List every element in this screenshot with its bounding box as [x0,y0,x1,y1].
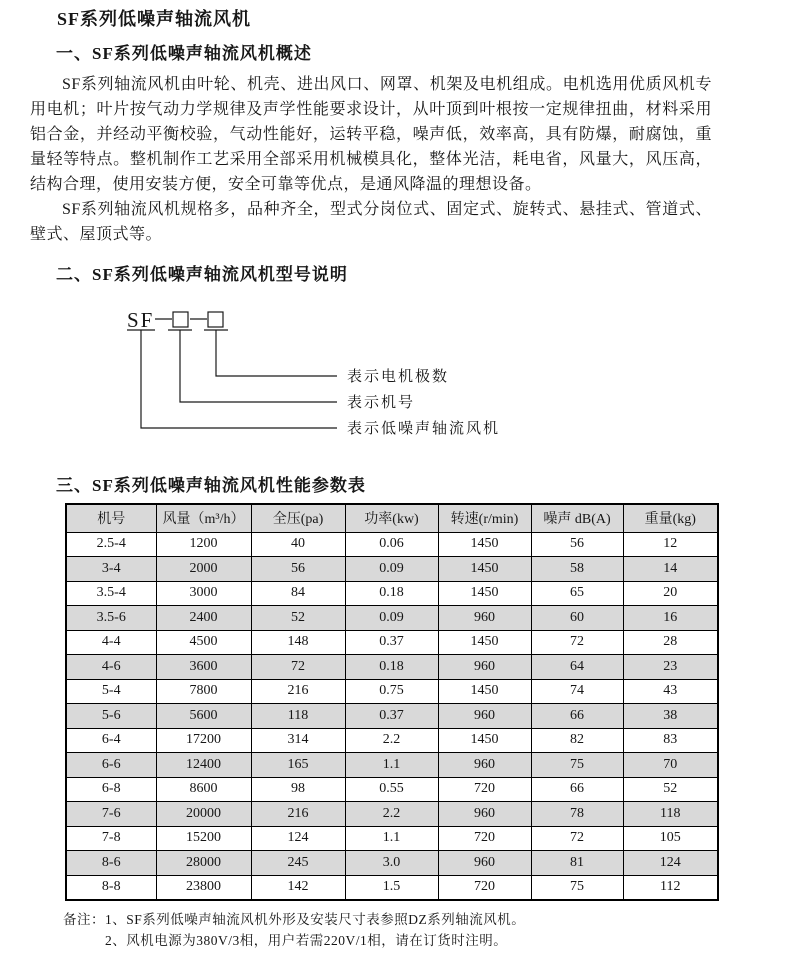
table-cell: 245 [251,851,345,876]
table-cell: 74 [531,679,623,704]
table-cell: 98 [251,777,345,802]
column-header: 噪声 dB(A) [531,504,623,532]
table-cell: 720 [438,777,531,802]
note-line: 备注：1、SF系列低噪声轴流风机外形及安装尺寸表参照DZ系列轴流风机。 [63,911,526,927]
table-cell: 1450 [438,630,531,655]
table-cell: 72 [531,826,623,851]
model-box-2 [208,312,223,327]
model-number-diagram [120,301,740,451]
table-cell: 216 [251,679,345,704]
overview-paragraph-1: SF系列轴流风机由叶轮、机壳、进出风口、网罩、机架及电机组成。电机选用优质风机专用电机；叶片按气动力学规律及声学性能要求设计，从叶顶到叶根按一定规律扭曲，材料采用铝合金，并经动平衡校验，气动性能好，运转平稳，噪声低，效率高，具有防爆，耐腐蚀，重量轻等特点。整机制作工艺采用全部采用机械模具化，整体光洁，耗电省，风量大，风压高，结构合理，使用安装方便，安全可靠等优点，是通风降温的理想设备。 [30,76,712,193]
table-cell: 81 [531,851,623,876]
table-cell: 56 [251,557,345,582]
table-cell: 15200 [156,826,251,851]
table-cell: 16 [623,606,718,631]
table-row [66,630,718,655]
table-cell: 4500 [156,630,251,655]
table-cell: 72 [531,630,623,655]
table-row [66,655,718,680]
table-cell: 148 [251,630,345,655]
table-body [66,532,718,900]
table-cell: 3000 [156,581,251,606]
table-cell: 66 [531,704,623,729]
table-cell: 2400 [156,606,251,631]
table-cell: 8-8 [66,875,156,900]
table-cell: 82 [531,728,623,753]
table-cell: 124 [251,826,345,851]
table-cell: 7800 [156,679,251,704]
table-header-row [66,504,718,532]
table-cell: 75 [531,875,623,900]
table-cell: 960 [438,802,531,827]
column-header: 风量（m³/h） [156,504,251,532]
table-cell: 1200 [156,532,251,557]
note-line: 2、风机电源为380V/3相，用户若需220V/1相，请在订货时注明。 [105,932,508,948]
table-cell: 52 [251,606,345,631]
table-cell: 960 [438,753,531,778]
table-cell: 5-4 [66,679,156,704]
table-cell: 65 [531,581,623,606]
table-cell: 0.09 [345,606,438,631]
section-heading-overview: 一、SF系列低噪声轴流风机概述 [56,44,312,63]
table-cell: 12400 [156,753,251,778]
table-cell: 6-4 [66,728,156,753]
table-cell: 84 [251,581,345,606]
table-cell: 0.09 [345,557,438,582]
table-cell: 7-8 [66,826,156,851]
table-cell: 12 [623,532,718,557]
notes-block [63,909,800,951]
section-heading-parameters: 三、SF系列低噪声轴流风机性能参数表 [56,476,366,495]
table-cell: 2.2 [345,802,438,827]
table-cell: 960 [438,851,531,876]
table-cell: 0.37 [345,704,438,729]
table-cell: 112 [623,875,718,900]
table-cell: 8600 [156,777,251,802]
table-row [66,532,718,557]
table-cell: 20 [623,581,718,606]
table-cell: 64 [531,655,623,680]
table-row [66,802,718,827]
table-cell: 0.37 [345,630,438,655]
table-cell: 3.5-4 [66,581,156,606]
table-row [66,753,718,778]
table-cell: 0.55 [345,777,438,802]
table-cell: 14 [623,557,718,582]
table-cell: 20000 [156,802,251,827]
table-cell: 17200 [156,728,251,753]
column-header: 全压(pa) [251,504,345,532]
table-cell: 3-4 [66,557,156,582]
table-cell: 6-8 [66,777,156,802]
table-cell: 60 [531,606,623,631]
table-cell: 3600 [156,655,251,680]
table-cell: 23 [623,655,718,680]
table-cell: 105 [623,826,718,851]
table-cell: 7-6 [66,802,156,827]
table-row [66,851,718,876]
table-cell: 1450 [438,532,531,557]
table-cell: 40 [251,532,345,557]
table-cell: 66 [531,777,623,802]
table-cell: 1.5 [345,875,438,900]
table-cell: 5600 [156,704,251,729]
table-cell: 0.75 [345,679,438,704]
table-cell: 124 [623,851,718,876]
table-cell: 118 [623,802,718,827]
table-cell: 43 [623,679,718,704]
table-cell: 2000 [156,557,251,582]
table-cell: 960 [438,704,531,729]
table-cell: 165 [251,753,345,778]
model-number-diagram-svg [120,301,740,451]
table-cell: 3.0 [345,851,438,876]
table-cell: 0.18 [345,655,438,680]
table-cell: 23800 [156,875,251,900]
table-cell: 28 [623,630,718,655]
leader-line-pole-count [216,330,337,376]
table-cell: 314 [251,728,345,753]
performance-table [65,503,719,901]
section-heading-model: 二、SF系列低噪声轴流风机型号说明 [56,265,348,284]
table-cell: 6-6 [66,753,156,778]
table-row [66,826,718,851]
leader-line-series [141,330,337,428]
table-row [66,777,718,802]
table-cell: 1.1 [345,826,438,851]
table-cell: 142 [251,875,345,900]
table-cell: 75 [531,753,623,778]
column-header: 转速(r/min) [438,504,531,532]
table-cell: 720 [438,875,531,900]
table-cell: 1450 [438,679,531,704]
table-row [66,728,718,753]
table-cell: 960 [438,655,531,680]
table-cell: 8-6 [66,851,156,876]
table-cell: 56 [531,532,623,557]
table-row [66,557,718,582]
table-cell: 1450 [438,581,531,606]
table-cell: 70 [623,753,718,778]
table-cell: 3.5-6 [66,606,156,631]
table-cell: 216 [251,802,345,827]
table-cell: 0.18 [345,581,438,606]
overview-paragraph-2: SF系列轴流风机规格多，品种齐全，型式分岗位式、固定式、旋转式、悬挂式、管道式、壁式、屋顶式等。 [30,201,712,243]
diagram-label-pole-count: 表示电机极数 [347,369,450,385]
diagram-label-series: 表示低噪声轴流风机 [347,421,501,437]
table-cell: 1.1 [345,753,438,778]
table-cell: 28000 [156,851,251,876]
table-cell: 5-6 [66,704,156,729]
table-cell: 83 [623,728,718,753]
table-row [66,704,718,729]
page-title: SF系列低噪声轴流风机 [57,9,252,29]
table-cell: 52 [623,777,718,802]
table-row [66,606,718,631]
column-header: 重量(kg) [623,504,718,532]
table-cell: 2.2 [345,728,438,753]
table-cell: 118 [251,704,345,729]
column-header: 机号 [66,504,156,532]
table-row [66,679,718,704]
column-header: 功率(kw) [345,504,438,532]
table-cell: 4-4 [66,630,156,655]
table-cell: 1450 [438,728,531,753]
table-cell: 1450 [438,557,531,582]
table-cell: 960 [438,606,531,631]
diagram-label-machine-number: 表示机号 [347,395,416,411]
table-cell: 58 [531,557,623,582]
table-cell: 72 [251,655,345,680]
table-row [66,581,718,606]
table-cell: 78 [531,802,623,827]
table-cell: 38 [623,704,718,729]
model-prefix-text: SF [127,308,155,332]
table-cell: 4-6 [66,655,156,680]
table-cell: 2.5-4 [66,532,156,557]
leader-line-machine-number [180,330,337,402]
table-cell: 720 [438,826,531,851]
model-box-1 [173,312,188,327]
table-cell: 0.06 [345,532,438,557]
table-row [66,875,718,900]
